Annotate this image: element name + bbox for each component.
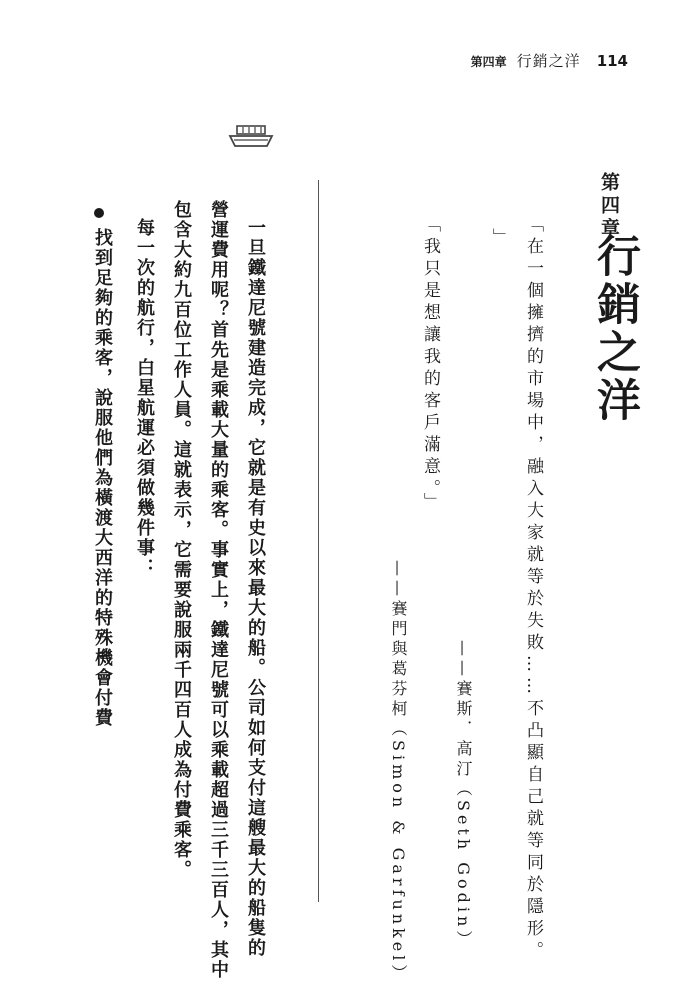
page-number: 114 bbox=[596, 52, 628, 70]
epigraph-1-line-1: 「在一個擁擠的市場中，融入大家就等於失敗……不凸顯自己就等同於隱形。 bbox=[523, 215, 543, 963]
header-title: 行銷之洋 bbox=[516, 52, 581, 70]
epigraph-1-line-2: 」 bbox=[489, 228, 509, 250]
epigraph-2-line: 「我只是想讓我的客戶滿意。」 bbox=[420, 215, 440, 515]
epigraph-1-attribution: ——賽斯．高汀（Seth Godin） bbox=[454, 640, 473, 951]
paragraph-1-line-3: 包含大約九百位工作人員。這就表示，它需要說服兩千四百人成為付費乘客。 bbox=[171, 200, 192, 880]
running-header bbox=[471, 50, 628, 71]
header-chapter: 第四章 bbox=[470, 55, 507, 69]
section-divider bbox=[318, 180, 319, 902]
chapter-title: 行銷之洋 bbox=[589, 233, 640, 425]
bullet-icon bbox=[94, 208, 104, 218]
bullet-item-1: 找到足夠的乘客，說服他們為橫渡大西洋的特殊機會付費 bbox=[92, 228, 113, 728]
paragraph-2: 每一次的航行，白星航運必須做幾件事： bbox=[134, 218, 155, 578]
ship-icon bbox=[228, 124, 274, 150]
epigraph-2-attribution: ——賽門與葛芬柯（Simon & Garfunkel） bbox=[389, 560, 408, 985]
paragraph-1-line-1: 一旦鐵達尼號建造完成，它就是有史以來最大的船。公司如何支付這艘最大的船隻的 bbox=[245, 218, 266, 958]
paragraph-1-line-2: 營運費用呢？首先是乘載大量的乘客。事實上，鐵達尼號可以乘載超過三千三百人，其中 bbox=[208, 200, 229, 980]
chapter-label: 第四章 bbox=[598, 172, 620, 241]
